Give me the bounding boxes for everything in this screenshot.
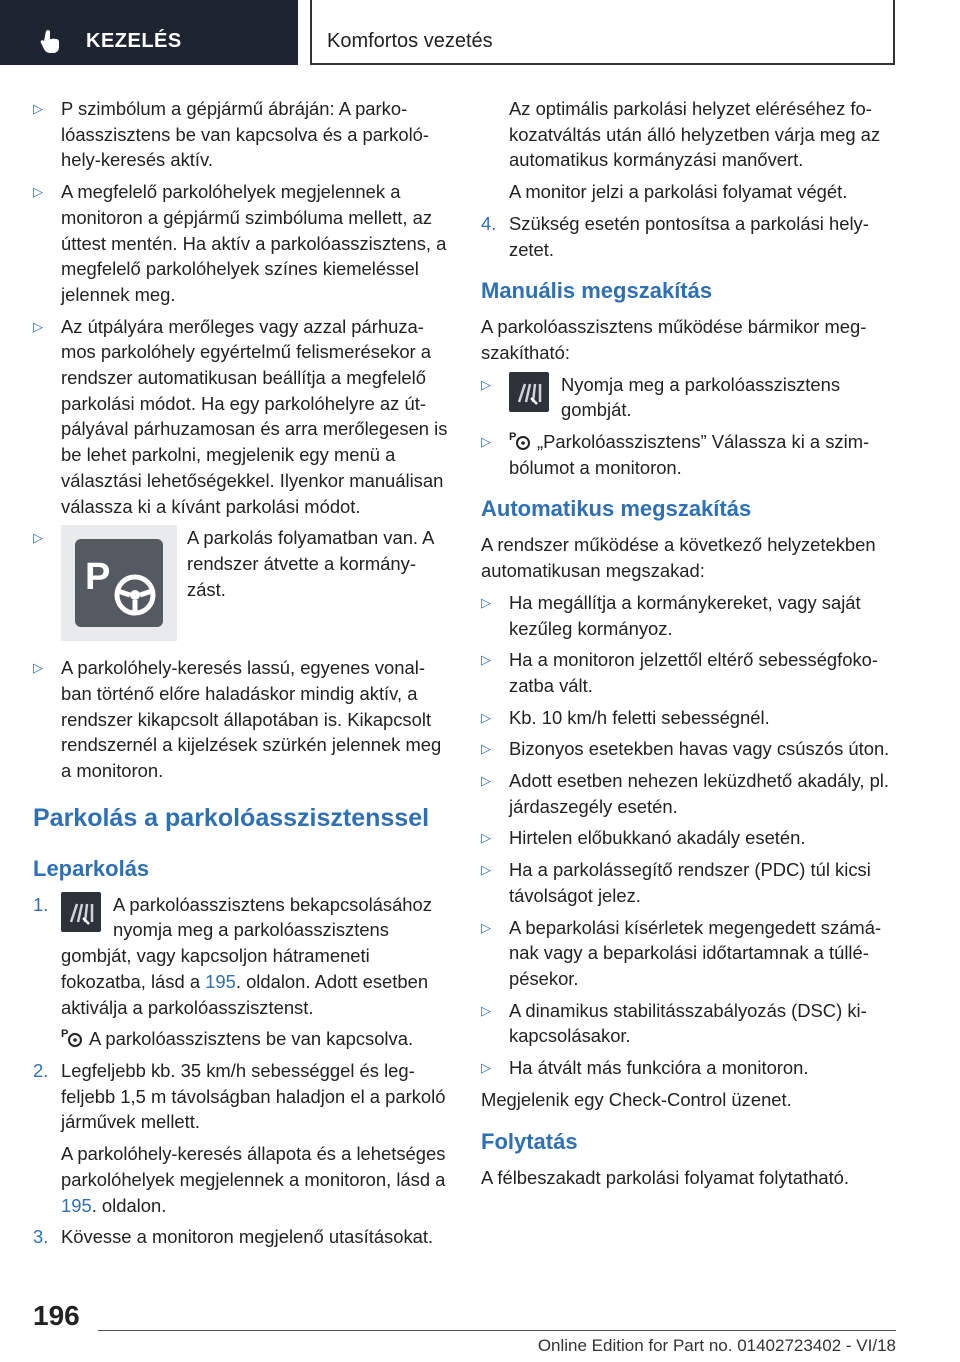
- header-divider-right: [893, 0, 895, 65]
- list-item-text: Hirtelen előbukkanó akadály esetén.: [509, 827, 806, 849]
- bullet-marker: ▷: [481, 594, 491, 610]
- page-number: 196: [33, 1300, 80, 1331]
- list-item: [481, 998, 897, 1049]
- parking-assistant-button-icon: [61, 892, 101, 932]
- list-item-text: Nyomja meg a parkolóasszisztens gombját.: [561, 373, 841, 421]
- list-item-text: „Parkolóasszisztens” Válassza ki a szimbólumot a monitoron.: [509, 431, 870, 478]
- footer-rule: [98, 1330, 896, 1331]
- list-item: [481, 647, 897, 698]
- list-item-text: A parkolás folyamatban van. A rendszer átvette a kormányzást.: [187, 527, 434, 600]
- bullet-marker: ▷: [481, 1060, 491, 1076]
- list-item: [33, 179, 448, 308]
- list-item: [481, 1055, 897, 1081]
- step-item: [481, 211, 897, 262]
- list-item-text: Adott esetben nehezen leküzdhető akadály, pl. járdaszegély esetén.: [509, 770, 890, 817]
- list-item: [481, 705, 897, 731]
- page-link[interactable]: 195: [61, 1194, 92, 1216]
- header-divider: [310, 0, 312, 65]
- step-note: [33, 1141, 448, 1218]
- paragraph: A félbeszakadt parkolási folyamat folytatható.: [481, 1166, 850, 1188]
- bullet-marker: ▷: [481, 862, 491, 878]
- step-text: A parkolóasszisztens bekapcsolásához nyomja meg a parkolóasszisztens gombját, vagy kapcsoljon hátrameneti fokozatba, lásd a: [61, 893, 432, 992]
- list-item-with-icon: [481, 429, 897, 480]
- bullet-marker: ▷: [481, 434, 491, 450]
- bullet-marker: ▷: [33, 184, 43, 200]
- subsection-heading: Folytatás: [481, 1128, 578, 1154]
- bullet-marker: ▷: [481, 1002, 491, 1018]
- step-item: [33, 1224, 448, 1250]
- svg-text:P: P: [85, 556, 111, 599]
- step-text: Kövesse a monitoron megjelenő utasításokat.: [61, 1226, 434, 1248]
- step-text-cont: . oldalon. Adott esetben aktiválja a parkolóasszisztenst.: [61, 970, 429, 1018]
- header-section-label: KEZELÉS: [86, 30, 182, 52]
- paragraph: Megjelenik egy Check-Control üzenet.: [481, 1088, 792, 1110]
- bullet-marker: ▷: [481, 919, 491, 935]
- step-number: 4.: [481, 212, 497, 234]
- parking-steering-icon: [61, 525, 177, 641]
- left-column: [33, 96, 448, 1256]
- list-item: [481, 915, 897, 992]
- list-item: [33, 655, 448, 784]
- step-text: Legfeljebb kb. 35 km/h sebességgel és legfeljebb 1,5 m távolságban haladjon el a parkoló járművek mellett.: [61, 1059, 446, 1133]
- header-underline: [310, 63, 895, 65]
- bullet-marker: ▷: [481, 376, 491, 392]
- footer-edition: Online Edition for Part no. 01402723402 - VI/18: [537, 1336, 896, 1355]
- step-item: [33, 1058, 448, 1135]
- list-item-with-icon: [33, 525, 448, 641]
- section-heading: Parkolás a parkolóasszisztenssel: [33, 803, 430, 832]
- list-item-text: A parkolóhely-keresés lassú, egyenes vonalban történő előre haladáskor mindig aktív, a rendszer kikapcsolt állapotában is. Kikapcsolt rendszernél a kijelzések szürkén jelennek meg a monitoron.: [61, 657, 442, 782]
- bullet-marker: ▷: [481, 652, 491, 668]
- list-item-text: Kb. 10 km/h feletti sebességnél.: [509, 706, 770, 728]
- parking-assistant-symbol-icon: [61, 1026, 83, 1048]
- header-section-tab: [0, 0, 298, 65]
- bullet-marker: ▷: [33, 318, 43, 334]
- subsection-heading: Automatikus megszakítás: [481, 496, 752, 522]
- list-item: [481, 857, 897, 908]
- paragraph: A parkolóasszisztens működése bármikor megszakítható:: [481, 316, 867, 363]
- step-number: 3.: [33, 1226, 49, 1248]
- bullet-marker: ▷: [481, 773, 491, 789]
- list-item-text: Ha a monitoron jelzettől eltérő sebességfokozatba vált.: [509, 649, 879, 696]
- bullet-marker: ▷: [481, 709, 491, 725]
- auto-list: [481, 590, 897, 1081]
- subsection-heading: Manuális megszakítás: [481, 278, 713, 304]
- list-item: [481, 736, 897, 762]
- page-title: Komfortos vezetés: [327, 30, 493, 52]
- list-item-text: Ha a parkolássegítő rendszer (PDC) túl kicsi távolságot jelez.: [509, 859, 871, 906]
- list-item-text: Az útpályára merőleges vagy azzal párhuzamos parkolóhely egyértelmű felismerésekor a rendszer automatikusan beállítja a megfelelő parkolási módot. Ha egy parkolóhelyre az útpályával párhuzamosan és arra merőlegesen is be lehet parkolni, megjelenik egy menü a választási lehetőségekkel. Ilyenkor manuálisan válassza ki a kívánt parkolási módot.: [61, 315, 448, 517]
- parking-assistant-symbol-icon: [509, 429, 531, 451]
- list-item: [481, 825, 897, 851]
- step-item: [33, 892, 448, 1021]
- step-note: [33, 1026, 448, 1052]
- list-item: [481, 590, 897, 641]
- step-note-text-cont: . oldalon.: [91, 1194, 167, 1216]
- right-column: [481, 96, 897, 1196]
- list-item-text: A dinamikus stabilitásszabályozás (DSC) kikapcsolásakor.: [509, 999, 867, 1047]
- svg-text:P: P: [61, 1028, 69, 1041]
- step-number: 2.: [33, 1059, 49, 1081]
- bullet-marker: ▷: [33, 660, 43, 676]
- list-item-text: Ha átvált más funkcióra a monitoron.: [509, 1057, 809, 1079]
- parking-assistant-button-icon: [509, 372, 549, 412]
- list-item-text: Ha megállítja a kormánykereket, vagy saját kezűleg kormányoz.: [509, 591, 861, 639]
- bullet-marker: ▷: [33, 530, 43, 546]
- list-item-text: Bizonyos esetekben havas vagy csúszós úton.: [509, 738, 890, 760]
- page-link[interactable]: 195: [205, 970, 236, 992]
- bullet-marker: ▷: [481, 741, 491, 757]
- list-item-text: P szimbólum a gépjármű ábráján: A parkolóasszisztens be van kapcsolva és a parkolóhely-keresés aktív.: [61, 98, 430, 171]
- svg-text:P: P: [509, 431, 517, 444]
- hand-pointer-icon: [40, 29, 62, 53]
- list-item: [481, 768, 897, 819]
- step-text: Szükség esetén pontosítsa a parkolási helyzetet.: [509, 212, 869, 260]
- list-item: [33, 96, 448, 173]
- step-note-text: A parkolóhely-keresés állapota és a lehetséges parkolóhelyek megjelennek a monitoron, lásd a: [61, 1143, 446, 1190]
- bullet-marker: ▷: [481, 830, 491, 846]
- list-item-text: A beparkolási kísérletek megengedett számának vagy a beparkolási időtartamnak a túllépésekor.: [509, 916, 882, 989]
- paragraph: Az optimális parkolási helyzet eléréséhez fokozatváltás után álló helyzetben várja meg az automatikus kormányzási manővert.: [509, 98, 881, 171]
- paragraph: A rendszer működése a következő helyzetekben automatikusan megszakad:: [481, 534, 876, 582]
- list-item-with-icon: [481, 372, 897, 423]
- step-number: 1.: [33, 893, 49, 915]
- list-item-text: A megfelelő parkolóhelyek megjelennek a monitoron a gépjármű szimbóluma mellett, az úttest mentén. Ha aktív a parkolóasszisztens, a megfelelő parkolóhelyek színes kiemeléssel jelennek meg.: [61, 181, 447, 305]
- subsection-heading: Leparkolás: [33, 855, 150, 881]
- list-item: [33, 314, 448, 520]
- step-note-text: A parkolóasszisztens be van kapcsolva.: [89, 1028, 414, 1050]
- bullet-marker: ▷: [33, 101, 43, 116]
- paragraph: A monitor jelzi a parkolási folyamat végét.: [509, 181, 848, 203]
